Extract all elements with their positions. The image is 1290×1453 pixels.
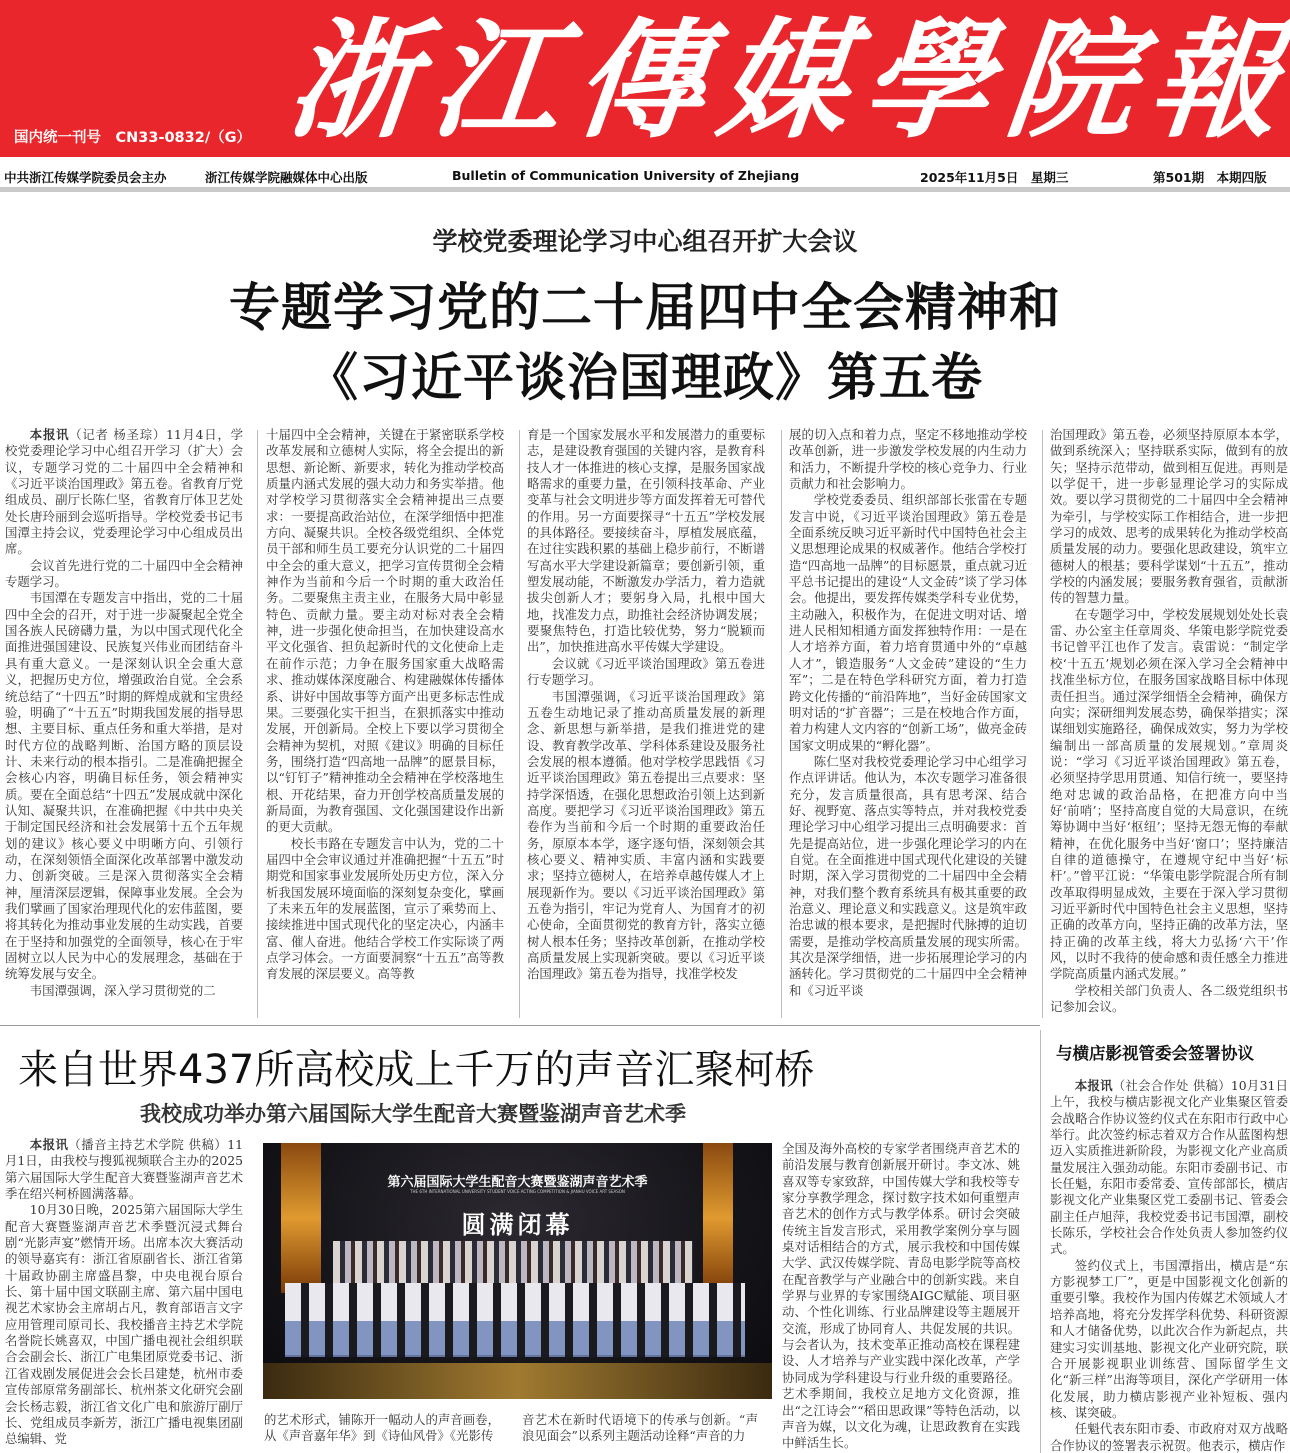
masthead [0,0,1290,157]
newspaper-title-logo [280,0,1288,156]
english-title: Bulletin of Communication University of Zhejiang [452,168,800,183]
paragraph-text: 10月30日晚，2025第六届国际大学生配音大赛暨鉴湖声音艺术季暨沉浸式舞台剧“光影声宴”燃情开场。出席本次大赛活动的领导嘉宾有：浙江省原副省长、浙江省第十届政协副主席盛昌黎，中央电视台原台长、第十届中国文联副主席、第六届中国电视艺术家协会主席胡占凡，教育部语言文字应用管理司原司长、我校播音主持艺术学院名誉院长姚喜双，中国广播电视社会组织联合会副会长、浙江广电集团原党委书记、浙江省戏剧发展促进会会长吕建楚，杭州市委宣传部原常务副部长、杭州茶文化研究会副会长杨志毅，浙江省文化广电和旅游厅副厅长、党组成员李新芳，浙江广播电视集团副总编辑、党 [5,1202,243,1447]
story2-column [5,1137,243,1453]
lead-tag: 本报讯 [29,1137,69,1152]
paragraph [266,427,504,836]
story1-column [1050,427,1288,1019]
paragraph-text: 全国及海外高校的专家学者围绕声音艺术的前沿发展与教育创新展开研讨。李文冰、姚喜双等专家致辞，中国传媒大学和我校等专家分享教学理念，探讨数字技术如何重塑声音艺术的创作方式与教学体系。研讨会突破传统主旨发言形式，采用教学案例分享与圆桌对话相结合的方式，展示我校和中国传媒大学、武汉传媒学院、青岛电影学院等高校在配音教学与产业融合中的创新实践。来自学界与业界的专家围绕AIGC赋能、项目驱动、个性化训练、行业品牌建设等主题展开交流，形成了协同育人、共促发展的共识。与会者认为，技术变革正推动高校在课程建设、人才培养与产业实践中深化改革，产学协同成为学科建设与行业升级的重要路径。艺术季期间，我校立足地方文化资源，推出“之江诗会”“稻田思政课”等特色活动，以声音为媒，以文化为魂，让思政教育在实践中鲜活生长。 [782,1141,1020,1451]
paragraph [1050,607,1288,983]
issn-number: 国内统一刊号 CN33-0832/（G） [14,130,252,146]
divider [1040,1030,1041,1453]
paragraph-text: 育是一个国家发展水平和发展潜力的重要标志，是建设教育强国的关键内容，是教育科技人才一体推进的核心支撑，是服务国家战略需求的重要力量，在引领科技革命、产业变革与社会文明进步等方面发挥着无可替代的作用。另一方面要探寻“十五五”学校发展的具体路径。要接续奋斗，厚植发展底蕴，在过往实践积累的基础上稳步前行，不断谱写高水平大学建设新篇章；要创新引领，重塑发展动能，不断激发办学活力，着力造就拔尖创新人才；要躬身入局，扎根中国大地，找准发力点，助推社会经济协调发展；要聚焦特色，打造比较优势，努力“脱颖而出”，加快推进高水平传媒大学建设。 [527,427,765,655]
paragraph-text: 会议就《习近平谈治国理政》第五卷进行专题学习。 [527,655,765,688]
paragraph-text: 陈仁坚对我校党委理论学习中心组学习作点评讲话。他认为，本次专题学习准备很充分，发言质量很高，具有思考深、结合好、视野宽、落点实等特点，并对我校党委理论学习中心组学习提出三点明确要求：首先是提高站位，进一步强化理论学习的内在自觉。在全面推进中国式现代化建设的关键时期，深入学习贯彻党的二十届四中全会精神，对我们整个教育系统具有极其重要的政治意义、理论意义和实践意义。这是筑牢政治忠诚的根本要求，是把握时代脉搏的迫切需要，是推动学校高质量发展的现实所需。其次是深学细悟，进一步拓展理论学习的内涵转化。学习贯彻党的二十届四中全会精神和《习近平谈 [789,753,1027,998]
title-char: 媒 [711,6,856,156]
paragraph-text: （社会合作处 供稿）10月31日上午，我校与横店影视文化产业集聚区管委会战略合作协议签约仪式在东阳市行政中心举行。此次签约标志着双方合作从蓝图构想迈入实质推进新阶段，为影视文化产业高质量发展注入强劲动能。东阳市委副书记、市长任魁，东阳市委常委、宣传部部长，横店影视文化产业集聚区党工委副书记、管委会副主任卢旭萍，我校党委书记韦国潭，副校长陈乐，学校社会合作处负责人参加签约仪式。 [1050,1078,1288,1257]
story2-subheadline: 我校成功举办第六届国际大学生配音大赛暨鉴湖声音艺术季 [140,1101,686,1126]
story1-headline-line1: 专题学习党的二十届四中全会精神和 [228,279,1061,338]
story3-headline: 与横店影视管委会签署协议 [1056,1044,1254,1063]
paragraph [789,427,1027,492]
paragraph-text: 学校党委委员、组织部部长张雷在专题发言中说，《习近平谈治国理政》第五卷是全面系统反映习近平新时代中国特色社会主义思想理论成果的权威著作。他结合学校打造“四高地一品牌”的目标愿景，重点就习近平总书记提出的建设“人文金砖”谈了学习体会。他提出，要发挥传媒类学科专业优势，主动融入，积极作为，在促进文明对话、增进人民相知相通方面发挥独特作用：一是在人才培养方面，着力培育贯通中外的“卓越人才”，锻造服务“人文金砖”建设的“生力军”；二是在特色学科研究方面，着力打造跨文化传播的“前沿阵地”，当好金砖国家文明对话的“扩音器”；三是在校地合作方面，着力构建人文内容的“创新工场”，做亮金砖国家文明成果的“孵化器”。 [789,492,1027,753]
paragraph-text: 校长韦路在专题发言中认为，党的二十届四中全会审议通过并准确把握“十五五”时期党和国家事业发展所处历史方位，深入分析我国发展环境面临的深刻复杂变化，擘画了未来五年的发展蓝图，宣示了乘势而上、接续推进中国式现代化的坚定决心，内涵丰富、催人奋进。他结合学校工作实际谈了两点学习体会。一方面要洞察“十五五”高等教育发展的深层要义。高等教 [266,835,504,982]
paragraph [5,1137,243,1202]
paragraph [527,656,765,689]
paragraph-text: 展的切入点和着力点，坚定不移地推动学校改革创新，进一步激发学校发展的内生动力和活力，不断提升学校的核心竞争力、行业贡献力和社会影响力。 [789,427,1027,492]
paragraph [1050,1258,1288,1421]
paragraph [5,558,243,591]
lead-tag: 本报讯 [1074,1078,1113,1093]
paragraph [266,836,504,983]
paragraph [1050,1078,1288,1258]
issue-date: 2025年11月5日 星期三 [920,170,1069,185]
story1-column [789,427,1027,1019]
paragraph [522,1412,758,1445]
paragraph [264,1412,500,1445]
paragraph [5,983,243,999]
column-rule [1042,430,1043,1018]
paragraph-text: 的艺术形式，铺陈开一幅动人的声音画卷，从《声音嘉年华》到《诗仙风骨》《光影传 [264,1412,500,1444]
paragraph [1050,983,1288,1016]
paragraph-text: 在专题学习中，学校发展规划处处长袁雷、办公室主任章周炎、华策电影学院党委书记曾平江也作了发言。袁雷说：“制定学校‘十五五’规划必须在深入学习全会精神中找准坐标方位，在服务国家战略目标中体现责任担当。通过深学细悟全会精神，确保方向实；深研细判发展态势，确保举措实；深谋细划实施路径，确保成效实，努力为学校编制出一部高质量的发展规划。”章周炎说：“学习《习近平谈治国理政》第五卷，必须坚持学思用贯通、知信行统一，要坚持绝对忠诚的政治品格，在把准方向中当好‘前哨’；坚持高度自觉的大局意识，在统筹协调中当好‘枢纽’；坚持无怨无悔的奉献精神，在优化服务中当好‘窗口’；坚持廉洁自律的道德操守，在遵规守纪中当好‘标杆’。”曾平江说：“华策电影学院混合所有制改革取得明显成效，主要在于深入学习贯彻习近平新时代中国特色社会主义思想，坚持正确的改革方向，坚持正确的改革方法，坚持正确的改革主线，将大力弘扬‘六干’作风，以时不我待的使命感和责任感全力推进学院高质量内涵式发展。” [1050,606,1288,982]
info-bar [0,160,1290,192]
column-rule [781,430,782,1018]
column-rule [519,430,520,1018]
title-char: 浙 [280,6,425,156]
paragraph-text: 十届四中全会精神，关键在于紧密联系学校改革发展和立德树人实际，将全会提出的新思想、新论断、新要求，转化为推动学校高质量内涵式发展的强大动力和务实举措。他对学校学习贯彻落实全会精神提出三点要求：一要提高政治站位，在深学细悟中把准方向、凝聚共识。全校各级党组织、全体党员干部和师生员工要充分认识党的二十届四中全会的重大意义，把学习宣传贯彻全会精神作为当前和今后一个时期的重大政治任务。二要聚焦主责主业，在服务大局中彰显特色、贡献力量。要主动对标对表全会精神，进一步强化使命担当，在加快建设高水平文化强省、担负起新时代的文化使命上走在前作示范；力争在服务国家重大战略需求、推动媒体深度融合、构建融媒体传播体系、讲好中国故事等方面产出更多标志性成果。三要强化实干担当，在狠抓落实中推动发展，开创新局。全校上下要以学习贯彻全会精神为契机，对照《建议》明确的目标任务，围绕打造“四高地一品牌”的愿景目标，以“钉钉子”精神推动全会精神在学校落地生根、开花结果，奋力开创学校高质量发展的新局面，为教育强国、文化强国建设作出新的更大贡献。 [266,427,504,835]
story2-headline: 来自世界437所高校成上千万的声音汇聚柯桥 [18,1047,815,1093]
story2-column [782,1141,1020,1453]
photo-banner-text: 第六届国际大学生配音大赛暨鉴湖声音艺术季 [387,1175,648,1190]
paragraph [5,590,243,982]
lead-tag: 本报讯 [29,427,70,442]
paragraph-text: 任魁代表东阳市委、市政府对双方战略合作协议的签署表示祝贺。他表示，横店作 [1050,1421,1288,1453]
paragraph [789,754,1027,999]
paragraph-text: 治国理政》第五卷，必须坚持原原本本学，做到系统深入；坚持联系实际，做到有的放矢；坚持示范带动，做到相互促进。再则是以学促干，进一步彰显理论学习的实际成效。要以学习贯彻党的二十届四中全会精神为牵引，与学校实际工作相结合，进一步把学习的成效、思考的成果转化为推动学校高质量发展的动力。要强化思政建设，筑牢立德树人的根基；要科学谋划“十五五”，推动学校的内涵发展；要服务教育强省，贡献浙传的智慧力量。 [1050,427,1288,606]
publisher: 浙江传媒学院融媒体中心出版 [205,170,368,185]
paragraph [789,492,1027,754]
title-char: 江 [424,6,569,156]
paragraph [527,689,765,983]
title-char: 學 [855,6,1000,156]
divider [0,1025,1040,1026]
paragraph-text: 学校相关部门负责人、各二级党组织书记参加会议。 [1050,982,1288,1015]
paragraph-text: 韦国潭强调，深入学习贯彻党的二 [29,982,216,998]
paragraph [5,1202,243,1447]
column-rule [257,430,258,1018]
paragraph-text: 韦国潭强调，《习近平谈治国理政》第五卷生动地记录了推动高质量发展的新理念、新思想与新举措，是我们推进党的建设、教育教学改革、学科体系建设及服务社会发展的根本遵循。他对学校学思践悟《习近平谈治国理政》第五卷提出三点要求：坚持学深悟透，在强化思想政治引领上达到新高度。要把学习《习近平谈治国理政》第五卷作为当前和今后一个时期的重要政治任务，原原本本学，逐字逐句悟，深刻领会其核心要义、精神实质、丰富内涵和实践要求；坚持立德树人，在培养卓越传媒人才上展现新作为。要以《习近平谈治国理政》第五卷为指引，牢记为党育人、为国育才的初心使命，全面贯彻党的教育方针，落实立德树人根本任务；坚持改革创新，在推动学校高质量发展上实现新突破。要以《习近平谈治国理政》第五卷为指导，找准学校发 [527,688,765,982]
paragraph [782,1141,1020,1452]
story1-column [527,427,765,1019]
story2-column [522,1412,758,1453]
paragraph [5,427,243,558]
photo-banner-en: THE 6TH INTERNATIONAL UNIVERSITY STUDENT VOICE ACTING COMPETITION & JIANHU VOICE ART SEASON [410,1189,625,1194]
paragraph-text: 韦国潭在专题发言中指出，党的二十届四中全会的召开，对于进一步凝聚起全党全国各族人民磅礴力量，为以中国式现代化全面推进强国建设、民族复兴伟业而团结奋斗具有重大意义。一是深刻认识全会重大意义，把握历史方位，增强政治自觉。全会系统总结了“十四五”时期的辉煌成就和宝贵经验，明确了“十五五”时期我国发展的指导思想、主要目标、重点任务和重大举措，是对时代方位的战略判断、治国方略的顶层设计、未来行动的根本指引。二是准确把握全会核心内容，明确目标任务，领会精神实质。要在全面总结“十四五”发展成就中深化认知、凝聚共识，在准确把握《中共中央关于制定国民经济和社会发展第十五个五年规划的建议》核心要义中明晰方向、引领行动，在深刻领悟全面深化改革部署中激发动力、创新突破。三是深入贯彻落实全会精神，厘清深层逻辑，保障事业发展。全会为我们擘画了国家治理现代化的宏伟蓝图，要将其转化为推动事业发展的生动实践，首要在于坚持和加强党的全面领导，核心在于牢固树立以人民为中心的发展理念，基础在于统筹发展与安全。 [5,590,243,982]
paragraph [527,427,765,656]
paragraph [1050,427,1288,607]
story3-column [1050,1078,1288,1453]
paragraph-text: 会议首先进行党的二十届四中全会精神专题学习。 [5,557,243,590]
title-char: 傳 [568,6,713,156]
paragraph-text: （记者 杨圣琮）11月4日，学校党委理论学习中心组召开学习（扩大）会议，专题学习党的二十届四中全会精神和《习近平谈治国理政》第五卷。省教育厅党组成员、副厅长陈仁坚，省教育厅体卫艺处处长唐玲丽到会巡听指导。学校党委书记韦国潭主持会议，党委理论学习中心组成员出席。 [5,427,243,557]
issue-number: 第501期 本期四版 [1153,170,1267,185]
title-char: 報 [1142,6,1287,156]
paragraph-text: 音艺术在新时代语境下的传承与创新。“声浪见面会”以系列主题活动诠释“声音的力 [522,1412,758,1444]
story1-column [266,427,504,1019]
event-photo [263,1143,772,1399]
story1-headline-line2: 《习近平谈治国理政》第五卷 [306,349,983,408]
story1-kicker: 学校党委理论学习中心组召开扩大会议 [432,227,858,256]
paragraph-text: 签约仪式上，韦国潭指出，横店是“东方影视梦工厂”，更是中国影视文化创新的重要引擎。我校作为国内传媒艺术领域人才培养高地，将充分发挥学科优势、科研资源和人才储备优势，以此次合作为新起点，共建实习实训基地、影视文化产业研究院，联合开展影视职业训练营、国际留学生文化“新三样”出海等项目，深化产学研用一体化发展，助力横店影视产业补短板、强内核、谋突破。 [1050,1257,1288,1420]
photo-caption-text: 圆满闭幕 [461,1211,574,1239]
paragraph-text: （播音主持艺术学院 供稿）11月1日，由我校与搜狐视频联合主办的2025第六届国际大学生配音大赛暨鉴湖声音艺术季在绍兴柯桥圆满落幕。 [5,1137,243,1202]
title-char: 院 [999,6,1144,156]
story2-column [264,1412,500,1453]
paragraph [1050,1421,1288,1453]
sponsor: 中共浙江传媒学院委员会主办 [4,170,167,185]
story1-column [5,427,243,1019]
